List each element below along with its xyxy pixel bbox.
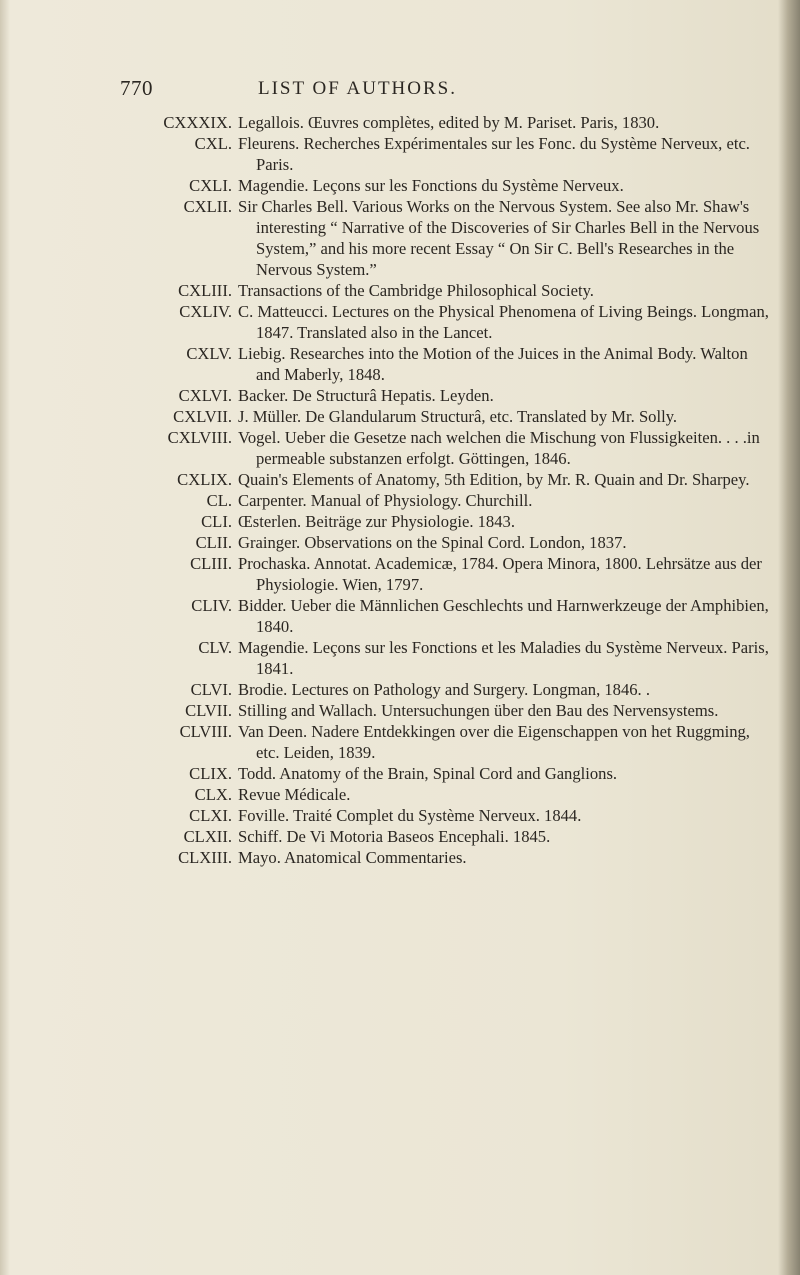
author-entry xyxy=(120,490,770,511)
author-entry xyxy=(120,406,770,427)
entry-text: Backer. De Structurâ Hepatis. Leyden. xyxy=(238,386,494,405)
author-entry xyxy=(120,133,770,175)
author-entry xyxy=(120,679,770,700)
author-entry xyxy=(120,826,770,847)
author-entry xyxy=(120,721,770,763)
entry-number: CXLIV. xyxy=(179,302,232,321)
entry-text: Magendie. Leçons sur les Fonctions du Système Nerveux. xyxy=(238,176,624,195)
entry-number: CLX. xyxy=(194,785,232,804)
entry-number: CXLIII. xyxy=(178,281,232,300)
entry-text: Quain's Elements of Anatomy, 5th Edition, by Mr. R. Quain and Dr. Sharpey. xyxy=(238,470,750,489)
entry-number: CXLV. xyxy=(186,344,232,363)
entry-number: CLIX. xyxy=(189,764,232,783)
entry-text: Prochaska. Annotat. Academicæ, 1784. Opera Minora, 1800. Lehrsätze aus der Physiologie. Wien, 1797. xyxy=(238,554,762,594)
entry-number: CXL. xyxy=(194,134,232,153)
entry-text: Legallois. Œuvres complètes, edited by M. Pariset. Paris, 1830. xyxy=(238,113,660,132)
page-header xyxy=(120,76,760,106)
author-entry xyxy=(120,196,770,280)
author-entry xyxy=(120,385,770,406)
author-entry xyxy=(120,532,770,553)
entry-number: CXLIX. xyxy=(177,470,232,489)
entry-number: CLXII. xyxy=(183,827,232,846)
entry-number: CLIII. xyxy=(190,554,232,573)
entry-text: Todd. Anatomy of the Brain, Spinal Cord and Ganglions. xyxy=(238,764,618,783)
entry-text: Schiff. De Vi Motoria Baseos Encephali. 1845. xyxy=(238,827,551,846)
entry-text: Brodie. Lectures on Pathology and Surgery. Longman, 1846. . xyxy=(238,680,651,699)
entry-text: Magendie. Leçons sur les Fonctions et les Maladies du Système Nerveux. Paris, 1841. xyxy=(238,638,769,678)
author-entry xyxy=(120,595,770,637)
entry-number: CXXXIX. xyxy=(163,113,232,132)
author-entry xyxy=(120,427,770,469)
entry-number: CLII. xyxy=(195,533,232,552)
author-entry xyxy=(120,637,770,679)
entry-number: CXLII. xyxy=(183,197,232,216)
entry-text: C. Matteucci. Lectures on the Physical Phenomena of Living Beings. Longman, 1847. Translated also in the Lancet. xyxy=(238,302,769,342)
entry-number: CLV. xyxy=(198,638,232,657)
entry-text: Carpenter. Manual of Physiology. Churchill. xyxy=(238,491,533,510)
entry-number: CLVII. xyxy=(185,701,232,720)
entry-text: Sir Charles Bell. Various Works on the Nervous System. See also Mr. Shaw's interesting “ Narrative of the Discoveries of Sir Charles Bell in the Nervous System,” and his more recent Essay “ On Sir C. Bell's Researches in the Nervous System.” xyxy=(238,197,760,279)
running-title: LIST OF AUTHORS. xyxy=(258,78,457,99)
entry-text: Œsterlen. Beiträge zur Physiologie. 1843. xyxy=(238,512,515,531)
author-entry xyxy=(120,784,770,805)
entry-text: Grainger. Observations on the Spinal Cord. London, 1837. xyxy=(238,533,627,552)
author-entry xyxy=(120,553,770,595)
entry-number: CLVI. xyxy=(190,680,232,699)
entry-text: Fleurens. Recherches Expérimentales sur les Fonc. du Système Nerveux, etc. Paris. xyxy=(238,134,750,174)
entry-text: Mayo. Anatomical Commentaries. xyxy=(238,848,467,867)
entry-text: Vogel. Ueber die Gesetze nach welchen die Mischung von Flussigkeiten. . . .in permeable substanzen erfolgt. Göttingen, 1846. xyxy=(238,428,760,468)
entry-number: CL. xyxy=(206,491,232,510)
entry-number: CXLVI. xyxy=(178,386,232,405)
author-entry xyxy=(120,763,770,784)
entry-number: CXLI. xyxy=(189,176,232,195)
page-left-edge xyxy=(0,0,10,1275)
entry-text: J. Müller. De Glandularum Structurâ, etc. Translated by Mr. Solly. xyxy=(238,407,678,426)
entry-number: CLXI. xyxy=(189,806,232,825)
entry-text: Bidder. Ueber die Männlichen Geschlechts und Harnwerkzeuge der Amphibien, 1840. xyxy=(238,596,769,636)
entry-text: Revue Médicale. xyxy=(238,785,351,804)
author-entry xyxy=(120,280,770,301)
author-entry xyxy=(120,343,770,385)
author-entry xyxy=(120,700,770,721)
entry-number: CLI. xyxy=(201,512,232,531)
author-entry xyxy=(120,469,770,490)
entry-number: CLVIII. xyxy=(179,722,232,741)
book-spine-shadow xyxy=(778,0,800,1275)
author-entry xyxy=(120,805,770,826)
entry-number: CXLVII. xyxy=(173,407,232,426)
author-entry xyxy=(120,847,770,868)
entry-number: CXLVIII. xyxy=(167,428,232,447)
author-entry xyxy=(120,511,770,532)
author-entry xyxy=(120,301,770,343)
entry-text: Van Deen. Nadere Entdekkingen over die Eigenschappen von het Ruggming, etc. Leiden, 1839. xyxy=(238,722,750,762)
entry-number: CLXIII. xyxy=(178,848,232,867)
entry-text: Liebig. Researches into the Motion of the Juices in the Animal Body. Walton and Maberly, 1848. xyxy=(238,344,748,384)
author-entry xyxy=(120,112,770,133)
entry-text: Transactions of the Cambridge Philosophical Society. xyxy=(238,281,594,300)
author-entry xyxy=(120,175,770,196)
entry-number: CLIV. xyxy=(191,596,232,615)
page-number: 770 xyxy=(120,76,153,100)
author-list xyxy=(120,112,770,868)
entry-text: Stilling and Wallach. Untersuchungen über den Bau des Nervensystems. xyxy=(238,701,719,720)
entry-text: Foville. Traité Complet du Système Nerveux. 1844. xyxy=(238,806,582,825)
